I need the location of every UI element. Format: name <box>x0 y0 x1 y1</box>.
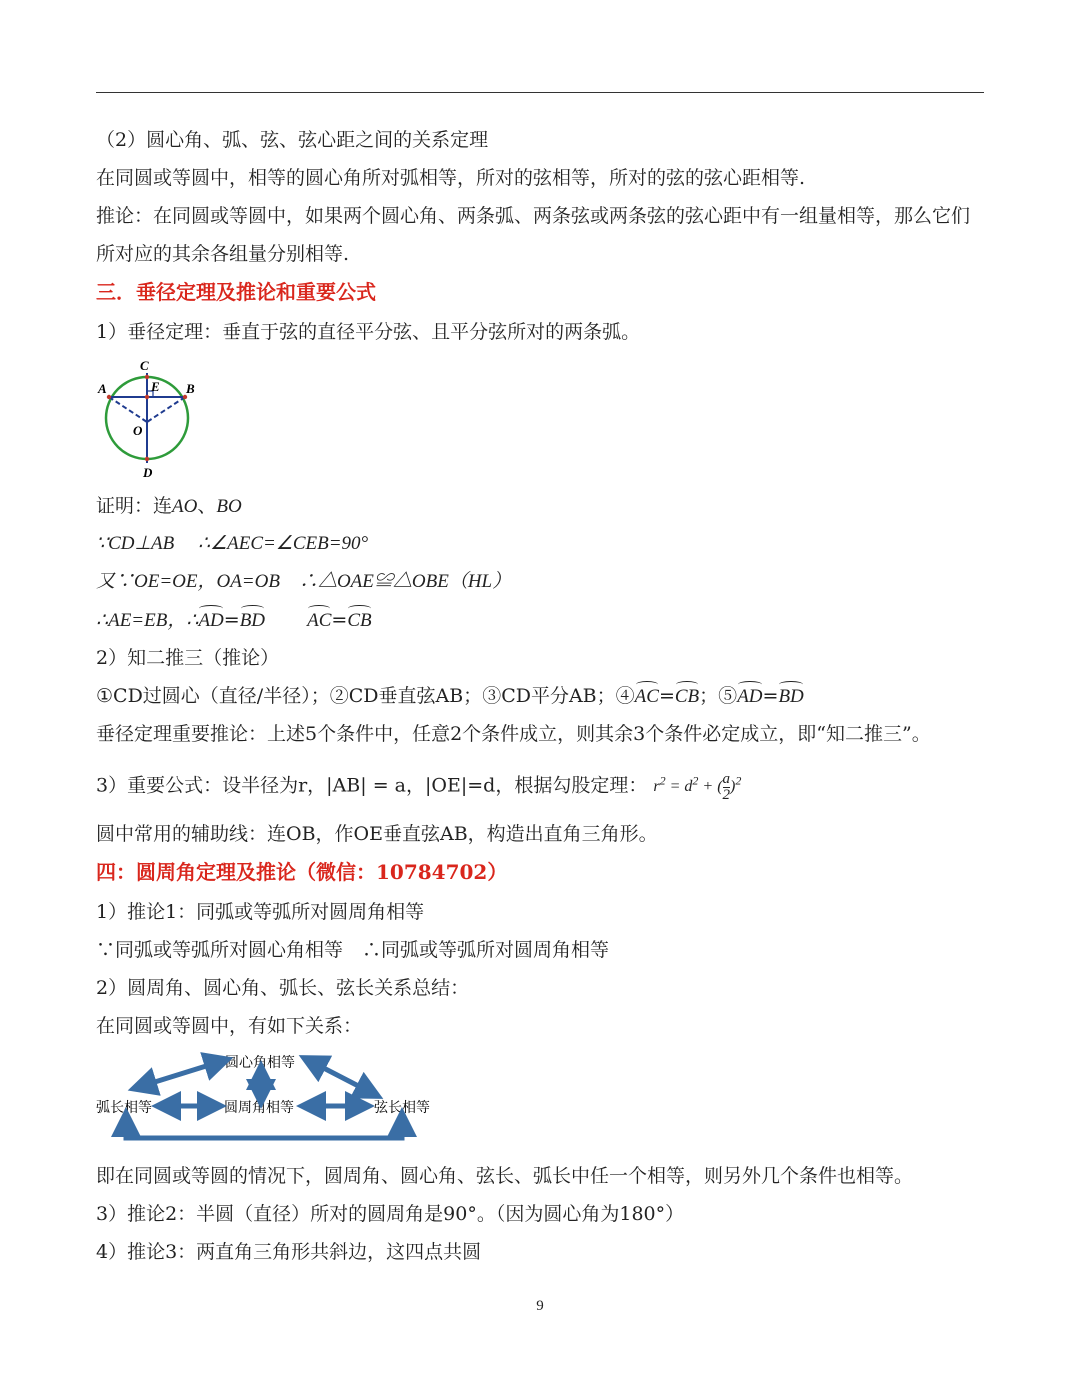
arc-ad-2: AD <box>737 686 763 707</box>
condition-1: ①CD过圆心（直径/半径）； <box>96 685 330 707</box>
corollary-1-reason: ∵同弧或等弧所对圆心角相等 ∴同弧或等弧所对圆周角相等 <box>96 939 610 961</box>
corollary-3: 4）推论3：两直角三角形共斜边，这四点共圆 <box>96 1241 482 1263</box>
proof-sep: 、 <box>197 495 217 517</box>
proof-label: 证明：连 <box>96 495 173 517</box>
relation-conclusion: 即在同圆或等圆的情况下，圆周角、圆心角、弦长、弧长中任一个相等，则另外几个条件也相等。 <box>96 1165 914 1187</box>
know-two-infer-three-title: 2）知二推三（推论） <box>96 647 280 669</box>
eq-2: = <box>331 609 348 631</box>
node-inscribed-angle: 圆周角相等 <box>224 1101 294 1116</box>
page-number: 9 <box>536 1298 544 1314</box>
eq-1: = <box>223 609 240 631</box>
arc-bd: BD <box>239 610 266 631</box>
arc-ad: AD <box>198 610 224 631</box>
condition-2: ②CD垂直弦AB； <box>329 685 483 707</box>
node-center-angle: 圆心角相等 <box>225 1056 295 1071</box>
proof-bo: BO <box>216 496 242 517</box>
formula: $r^2 = d^2$ + ( $\frac{a}{2}$ )$^2$ <box>653 771 742 804</box>
relation-intro: 在同圆或等圆中，有如下关系： <box>96 1015 363 1037</box>
section-3-heading: 三．垂径定理及推论和重要公式 <box>96 280 376 304</box>
point-c <box>145 375 149 379</box>
label-c: C <box>140 358 149 373</box>
corollary-note: 垂径定理重要推论：上述5个条件中，任意2个条件成立，则其余3个条件必定成立，即“知二推三”。 <box>96 723 931 745</box>
corollary-1: 1）推论1：同弧或等弧所对圆周角相等 <box>96 901 425 923</box>
header-rule <box>96 92 984 93</box>
perpendicular-diameter-theorem: 1）垂径定理：垂直于弦的直径平分弦、且平分弦所对的两条弧。 <box>96 321 641 343</box>
point-a <box>107 395 111 399</box>
label-b: B <box>186 381 195 396</box>
segment-ao <box>109 397 147 422</box>
arc-ac-2: AC <box>634 686 659 707</box>
label-a: A <box>98 381 107 396</box>
label-o: O <box>133 423 143 438</box>
section-2-title: （2）圆心角、弧、弦、弦心距之间的关系定理 <box>96 129 489 151</box>
relation-summary-title: 2）圆周角、圆心角、弧长、弦长关系总结： <box>96 977 470 999</box>
fraction-a-over-2: $\frac{a}{2}$ <box>722 771 731 804</box>
section-4-heading: 四：圆周角定理及推论（微信：10784702） <box>96 860 508 884</box>
proof-step-1: ∵CD⊥AB ∴∠AEC=∠CEB=90° <box>96 533 369 554</box>
corollary-text-line1: 推论：在同圆或等圆中，如果两个圆心角、两条弧、两条弦或两条弦的弦心距中有一组量相等，那么它们 <box>96 205 971 227</box>
formula-text: 3）重要公式：设半径为r，|AB| = a，|OE|=d，根据勾股定理： <box>96 774 648 797</box>
arc-ac: AC <box>307 610 332 631</box>
theorem-text: 在同圆或等圆中，相等的圆心角所对弧相等，所对的弦相等，所对的弦的弦心距相等. <box>96 167 806 189</box>
condition-3: ③CD平分AB； <box>482 685 616 707</box>
corollary-text-line2: 所对应的其余各组量分别相等. <box>96 243 350 265</box>
proof-step-3-text: ∴AE=EB，∴ <box>96 610 199 631</box>
point-d <box>145 457 149 461</box>
auxiliary-lines: 圆中常用的辅助线：连OB，作OE垂直弦AB，构造出直角三角形。 <box>96 823 658 845</box>
arrow-center-chord <box>312 1062 370 1092</box>
label-e: E <box>151 379 160 394</box>
relation-diagram <box>94 1048 444 1148</box>
proof-intro <box>96 494 242 519</box>
arrow-center-arc <box>142 1062 219 1086</box>
node-chord-length: 弦长相等 <box>374 1101 430 1116</box>
proof-step-2: 又∵OE=OE，OA=OB ∴△OAE≌△OBE（HL） <box>96 571 512 592</box>
arrow-arc-chord-bottom <box>126 1122 402 1138</box>
five-conditions: ①CD过圆心（直径/半径）；②CD垂直弦AB；③CD平分AB；④AC=CB；⑤AD=BD <box>96 685 804 707</box>
segment-bo <box>147 397 185 422</box>
corollary-2: 3）推论2：半圆（直径）所对的圆周角是90°。（因为圆心角为180°） <box>96 1203 685 1225</box>
proof-step-3 <box>96 608 372 633</box>
circle-chord-figure <box>94 356 204 482</box>
condition-4-label: ④ <box>615 685 635 707</box>
condition-5-label: ⑤ <box>718 685 738 707</box>
arc-bd-2: BD <box>778 686 804 707</box>
label-d: D <box>143 465 153 480</box>
proof-ao: AO <box>172 496 198 517</box>
arc-cb: CB <box>347 610 372 631</box>
important-formula <box>96 764 741 804</box>
point-e <box>145 395 149 399</box>
node-arc-length: 弧长相等 <box>96 1101 152 1116</box>
arc-cb-2: CB <box>674 686 700 707</box>
